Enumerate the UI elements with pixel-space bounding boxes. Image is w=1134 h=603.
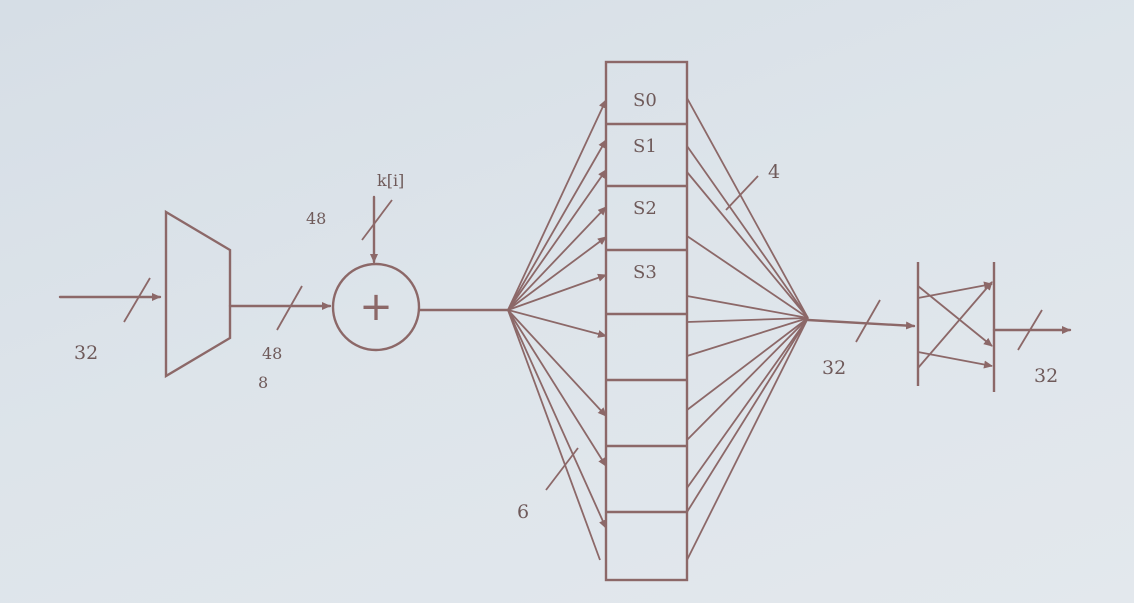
expansion-width-label: 48 xyxy=(262,344,283,363)
fan-line xyxy=(508,310,606,528)
fan-in-line xyxy=(687,318,808,322)
sbox-output-width-label: 4 xyxy=(768,161,781,183)
output-width-label: 32 xyxy=(1034,365,1059,387)
xor-input-width-label: 48 xyxy=(306,209,327,228)
sbox-label-0: S0 xyxy=(633,90,657,111)
sbox-input-fan xyxy=(508,100,606,560)
combined-bus-slash xyxy=(856,300,880,342)
fan-line xyxy=(508,140,606,310)
round-key-label: k[i] xyxy=(377,171,405,190)
fan-in-line xyxy=(687,318,808,410)
sbox-input-width-label: 6 xyxy=(517,501,530,523)
expansion-box xyxy=(166,212,230,376)
expansion-bus-slash xyxy=(277,286,302,330)
xor-plus-icon: + xyxy=(359,284,393,330)
fan-line xyxy=(508,100,606,310)
expansion-sub-label: 8 xyxy=(258,373,269,392)
fan-in-line xyxy=(687,236,808,318)
sbox-label-3: S3 xyxy=(633,262,657,283)
fan-line xyxy=(508,170,606,310)
fan-in-line xyxy=(687,296,808,318)
combined-width-label: 32 xyxy=(822,357,847,379)
input-width-label: 32 xyxy=(74,342,99,364)
permutation-box xyxy=(918,262,994,392)
fan-line xyxy=(508,207,606,310)
fan-in-line xyxy=(687,146,808,318)
fan-in-line xyxy=(687,318,808,512)
sbox-output-bus-slash xyxy=(726,176,758,210)
fan-in-line xyxy=(687,318,808,488)
fan-in-line xyxy=(687,172,808,318)
sbox-label-2: S2 xyxy=(633,198,657,219)
fan-line xyxy=(508,310,606,416)
fan-in-line xyxy=(687,318,808,560)
fan-in-line xyxy=(687,98,808,318)
input-bus-slash xyxy=(124,278,150,322)
sbox-label-1: S1 xyxy=(633,136,657,157)
round-key-bus-slash xyxy=(362,200,392,240)
fan-line xyxy=(508,237,606,310)
sbox-column xyxy=(606,62,687,580)
sbox-output-fan xyxy=(687,98,808,560)
combined-wire xyxy=(808,320,914,326)
permutation-wire xyxy=(918,352,992,366)
